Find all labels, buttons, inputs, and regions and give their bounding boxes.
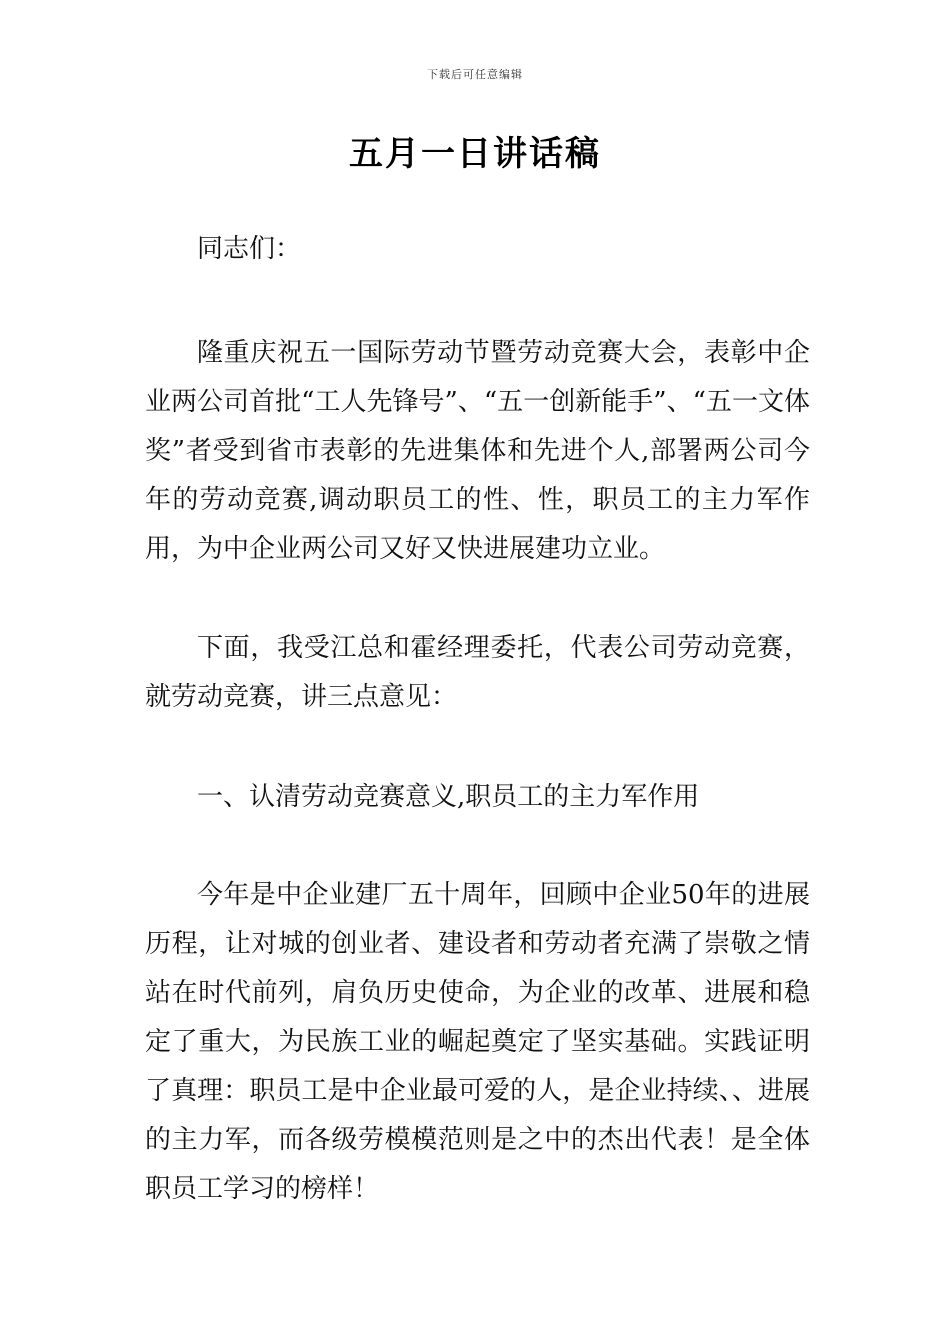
paragraph-intro: 下面，我受江总和霍经理委托，代表公司劳动竞赛，就劳动竞赛，讲三点意见： [145, 633, 810, 712]
salutation: 同志们： [197, 234, 302, 264]
document-title: 五月一日讲话稿 [349, 134, 601, 174]
paragraph-celebration: 隆重庆祝五一国际劳动节暨劳动竞赛大会，表彰中企业两公司首批“工人先锋号”、“五一创新能手”、“五一文体奖”者受到省市表彰的先进集体和先进个人,部署两公司今年的劳动竞赛,调动职员工的性、性，职员工的主力军作用，为中企业两公司又好又快进展建功立业。 [145, 338, 810, 564]
section-heading-1: 一、认清劳动竞赛意义,职员工的主力军作用 [197, 782, 700, 812]
header-note: 下载后可任意编辑 [427, 68, 523, 81]
paragraph-anniversary: 今年是中企业建厂五十周年，回顾中企业50年的进展历程，让对城的创业者、建设者和劳动者充满了崇敬之情站在时代前列，肩负历史使命，为企业的改革、进展和稳定了重大，为民族工业的崛起奠定了坚实基础。实践证明了真理：职员工是中企业最可爱的人，是企业持续、、进展的主力军，而各级劳模模范则是之中的杰出代表！是全体职员工学习的榜样！ [145, 880, 810, 1204]
